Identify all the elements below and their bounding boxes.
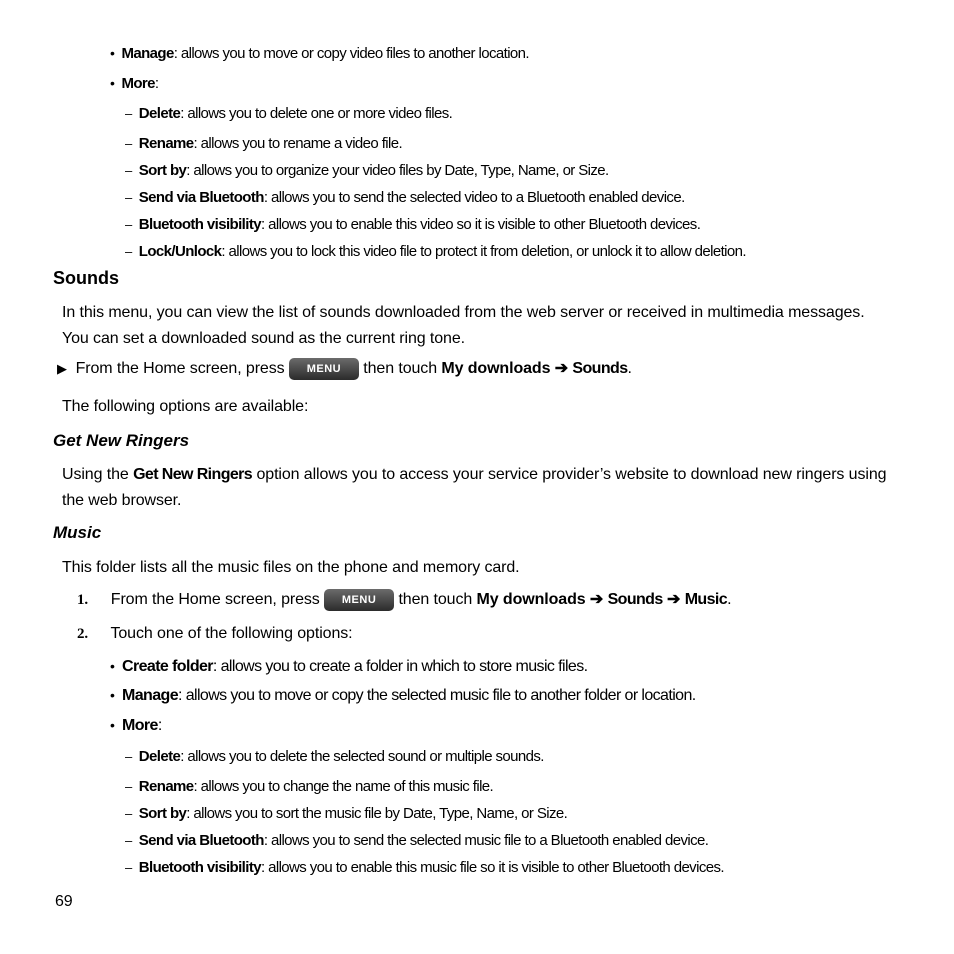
music-dash-rename: – Rename: allows you to change the name of this music file. [125,778,494,795]
bullet-icon: • [110,45,115,61]
sounds-intro-line2: You can set a downloaded sound as the current ring tone. [62,330,465,347]
bullet-manage-music: • Manage: allows you to move or copy the selected music file to another folder or location. [110,687,696,704]
dash-item-delete: – Delete: allows you to delete one or more video files. [125,105,453,122]
music-intro: This folder lists all the music files on the phone and memory card. [62,559,520,576]
bullet-manage-video: • Manage: allows you to move or copy video files to another location. [110,45,529,62]
dash-icon: – [125,136,132,151]
get-new-ringers-heading: Get New Ringers [53,431,190,450]
play-arrow-icon: ▶ [57,361,67,377]
dash-icon: – [125,163,132,178]
get-new-ringers-line2: the web browser. [62,492,182,509]
sounds-heading: Sounds [53,268,119,288]
dash-icon: – [125,244,132,259]
dash-icon: – [125,833,132,848]
music-dash-bt-visibility: – Bluetooth visibility: allows you to enable this music file so it is visible to other Bluetooth devices. [125,859,724,876]
dash-icon: – [125,806,132,821]
menu-key-icon: MENU [324,589,394,611]
dash-icon: – [125,217,132,232]
music-dash-send-bluetooth: – Send via Bluetooth: allows you to send the selected music file to a Bluetooth enabled device. [125,832,709,849]
menu-key-icon: MENU [289,358,359,380]
dash-item-lock: – Lock/Unlock: allows you to lock this video file to protect it from deletion, or unlock it to allow deletion. [125,243,746,260]
sounds-intro-line1: In this menu, you can view the list of sounds downloaded from the web server or received in multimedia messages. [62,304,865,321]
bullet-more-music: • More: [110,717,162,734]
music-dash-delete: – Delete: allows you to delete the selected sound or multiple sounds. [125,748,544,765]
music-step-1: 1. From the Home screen, press MENU then touch My downloads ➔ Sounds ➔ Music. [77,589,731,611]
sounds-step: ▶ From the Home screen, press MENU then touch My downloads ➔ Sounds. [57,358,632,380]
dash-item-send-bluetooth: – Send via Bluetooth: allows you to send the selected video to a Bluetooth enabled device. [125,189,685,206]
dash-item-rename: – Rename: allows you to rename a video file. [125,135,403,152]
dash-item-sort: – Sort by: allows you to organize your video files by Date, Type, Name, or Size. [125,162,609,179]
bullet-icon: • [110,658,115,674]
dash-icon: – [125,749,132,764]
dash-icon: – [125,190,132,205]
bullet-icon: • [110,717,115,733]
sounds-options-text: The following options are available: [62,398,309,415]
bullet-icon: • [110,75,115,91]
music-dash-sort: – Sort by: allows you to sort the music file by Date, Type, Name, or Size. [125,805,568,822]
music-heading: Music [53,523,102,542]
dash-icon: – [125,779,132,794]
dash-icon: – [125,860,132,875]
dash-item-bt-visibility: – Bluetooth visibility: allows you to enable this video so it is visible to other Bluetooth devices. [125,216,701,233]
music-step-2: 2. Touch one of the following options: [77,625,353,642]
get-new-ringers-line1: Using the Get New Ringers option allows you to access your service provider’s website to download new ringers using [62,466,887,483]
bullet-icon: • [110,687,115,703]
bullet-create-folder: • Create folder: allows you to create a folder in which to store music files. [110,658,588,675]
bullet-more-video: • More: [110,75,159,92]
page-number: 69 [55,893,73,910]
dash-icon: – [125,106,132,121]
